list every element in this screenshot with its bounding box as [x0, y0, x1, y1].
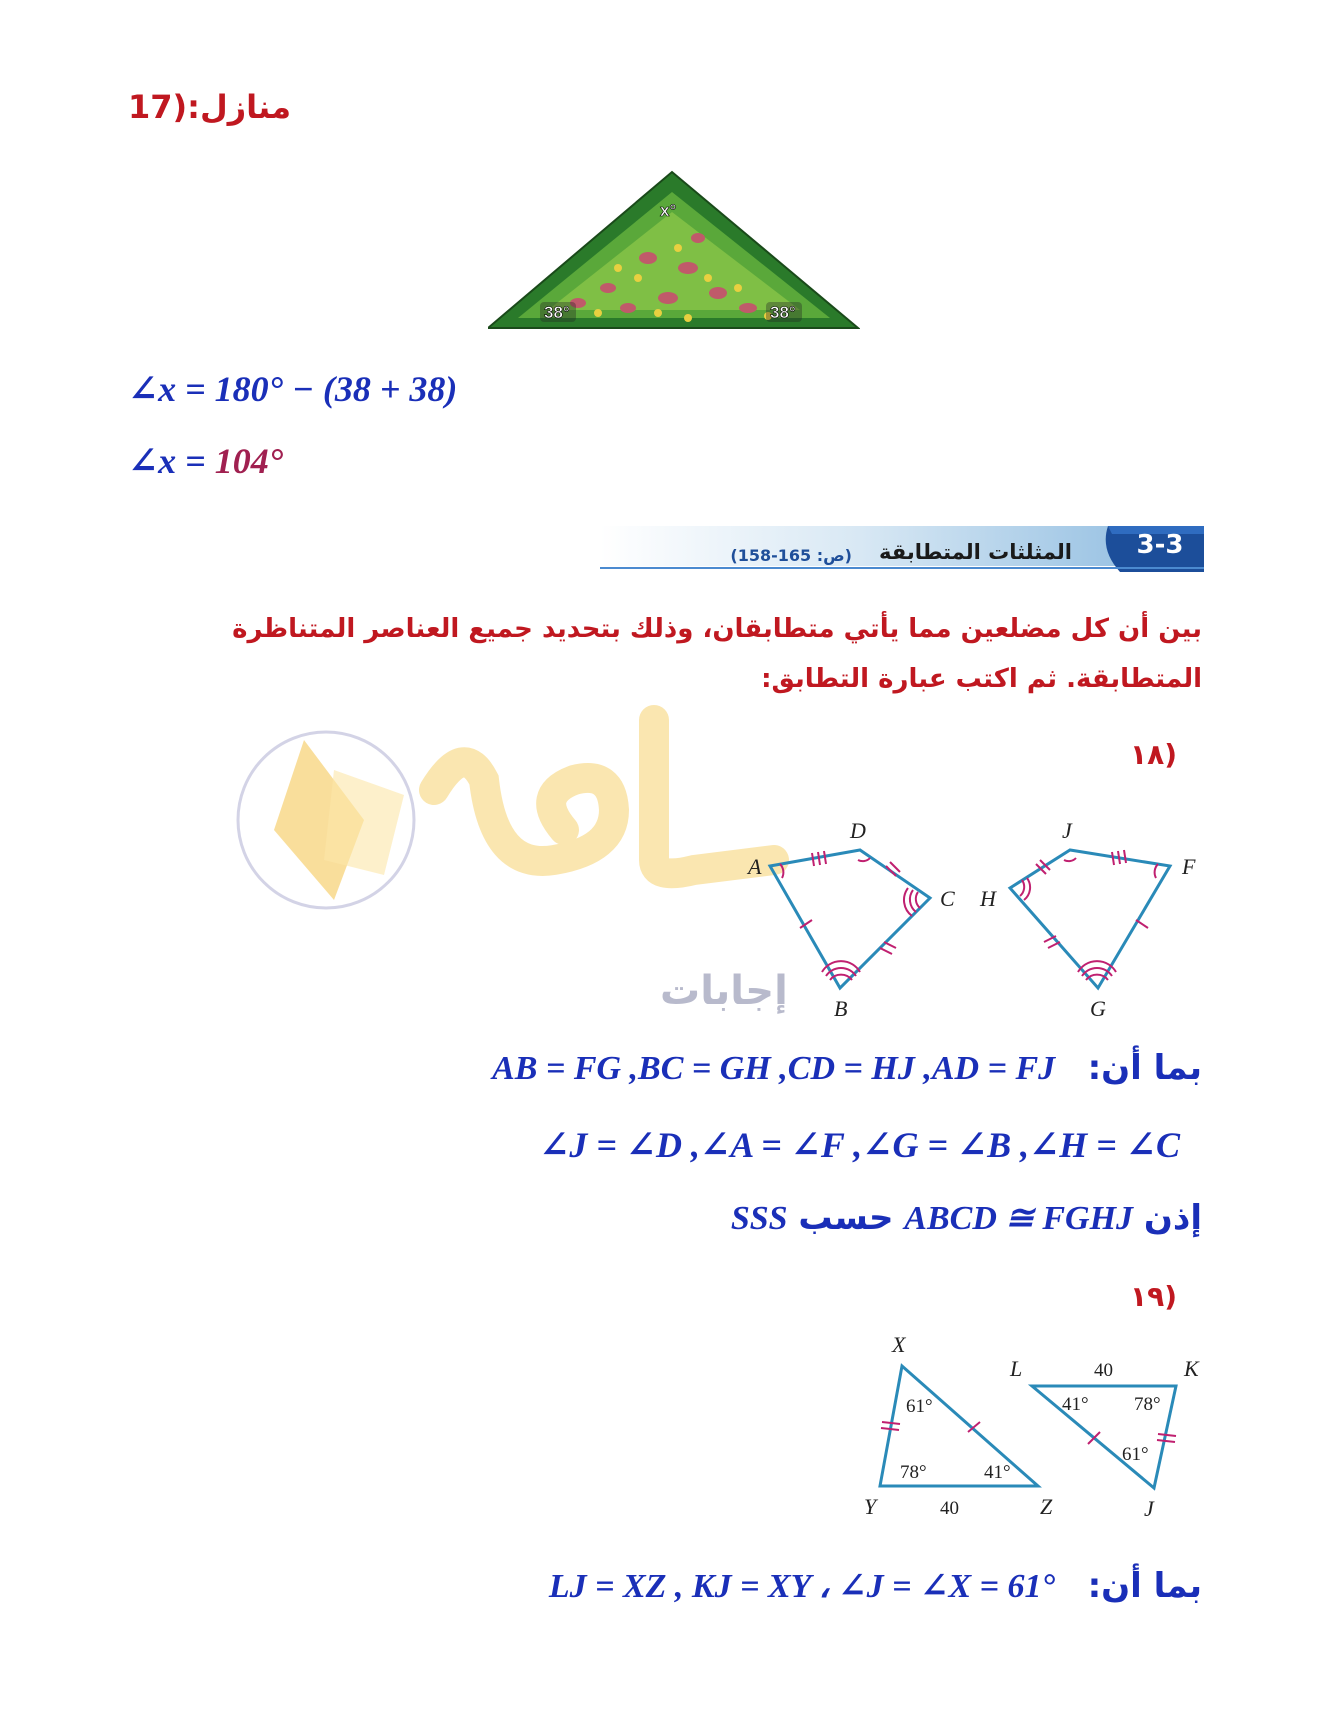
angle-label-K: 78° [1134, 1394, 1161, 1415]
problem-19-number: ١٩) [1130, 1280, 1177, 1313]
triangles-figure [850, 1330, 1220, 1530]
angle-label-J: 61° [1122, 1444, 1149, 1465]
vertex-label-K: K [1184, 1356, 1199, 1381]
watermark-logo [234, 700, 794, 940]
vertex-label-G: G [1090, 996, 1106, 1018]
problem-18-conclusion-row [400, 1198, 1202, 1238]
sides-statement: AB = FG ,BC = GH ,CD = HJ ,AD = FJ [492, 1050, 1056, 1087]
angle-label-X: 61° [906, 1396, 933, 1417]
vertex-label-B: B [834, 996, 848, 1018]
angle-label-Y: 78° [900, 1462, 927, 1483]
problem-19-given-row [400, 1566, 1202, 1606]
equation-result-value: 104° [214, 441, 284, 481]
given-statement-19: LJ = XZ , KJ = XY ، ∠J = ∠X = 61° [548, 1568, 1056, 1605]
postulate: SSS [730, 1200, 788, 1237]
quadrilaterals-figure [730, 808, 1210, 1018]
vertex-label-Z: Z [1040, 1494, 1053, 1519]
vertex-label-Y: Y [864, 1494, 877, 1519]
garden-triangle-image [488, 168, 860, 330]
vertex-label-X: X [892, 1332, 906, 1357]
right-angle-label: 38° [770, 303, 796, 322]
conclusion-prefix: إذن [1143, 1198, 1202, 1238]
problem-17-title: منازل:(17 [128, 88, 292, 126]
angle-label-Z: 41° [984, 1462, 1011, 1483]
vertex-label-H: H [980, 886, 996, 911]
side-label-LK: 40 [1094, 1360, 1113, 1381]
vertex-label-D: D [850, 818, 866, 843]
angles-statement: ∠J = ∠D ,∠A = ∠F ,∠G = ∠B ,∠H = ∠C [539, 1125, 1180, 1165]
equation-lhs: ∠x = [128, 441, 215, 481]
problem-18-angles-row [400, 1124, 1180, 1166]
left-angle-label: 38° [544, 303, 570, 322]
congruence-statement: ABCD ≅ FGHJ [904, 1200, 1134, 1237]
instructions-text: بين أن كل مضلعين مما يأتي متطابقان، وذلك بتحديد جميع العناصر المتناظرة المتطابقة. ثم اكتب عبارة التطابق: [232, 614, 1202, 694]
vertex-label-F: F [1182, 854, 1196, 879]
vertex-label-J2: J [1144, 1496, 1154, 1521]
apex-angle-label: x° [660, 201, 677, 220]
section-title: المثلثات المتطابقة [879, 540, 1072, 564]
section-pages: (ص: 165-158) [730, 546, 852, 565]
side-label-YZ: 40 [940, 1498, 959, 1519]
vertex-label-J: J [1062, 818, 1072, 843]
problem-18-number: ١٨) [1130, 738, 1177, 771]
angle-label-L: 41° [1062, 1394, 1089, 1415]
given-label-19: بما أن: [1087, 1566, 1202, 1606]
problem-18-sides-row [400, 1048, 1202, 1088]
vertex-label-A: A [748, 854, 762, 879]
section-number: 3-3 [1136, 530, 1184, 560]
equation-angle-x: ∠x = 180° − (38 + 38) [128, 369, 458, 409]
watermark-text: إجابات [660, 968, 788, 1014]
given-label: بما أن: [1087, 1048, 1202, 1088]
vertex-label-C: C [940, 886, 955, 911]
by-word: حسب [798, 1198, 894, 1238]
equation-angle-x-result [128, 440, 283, 482]
vertex-label-L: L [1010, 1356, 1023, 1381]
